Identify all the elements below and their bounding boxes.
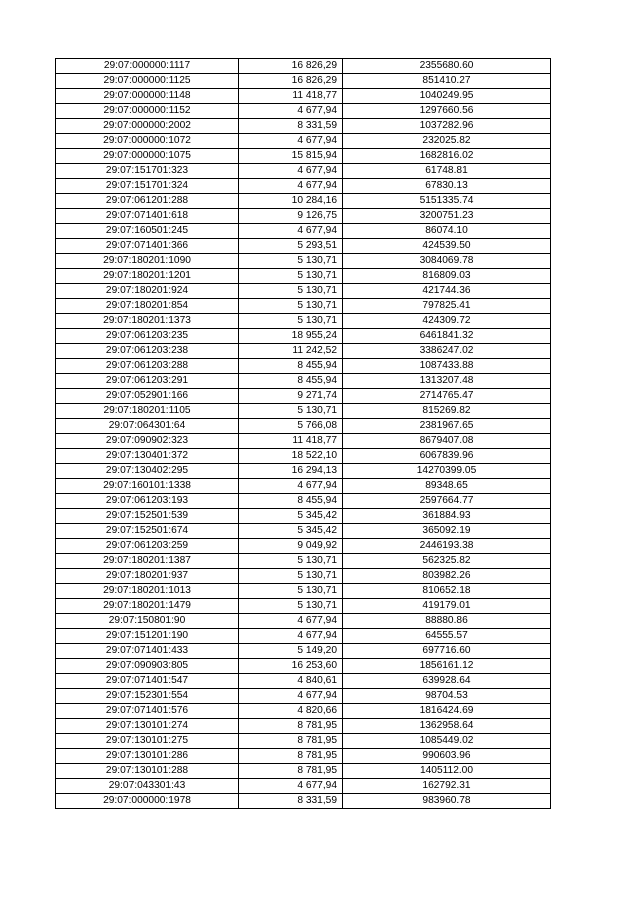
table-row — [56, 794, 551, 809]
area-cell: 5 345,42 — [239, 509, 343, 524]
cadastral-number-cell: 29:07:052901:166 — [56, 389, 239, 404]
table-row — [56, 359, 551, 374]
table-row — [56, 644, 551, 659]
table-row — [56, 149, 551, 164]
value-cell: 990603.96 — [343, 749, 551, 764]
cadastral-number-cell: 29:07:043301:43 — [56, 779, 239, 794]
table-row — [56, 269, 551, 284]
area-cell: 4 677,94 — [239, 104, 343, 119]
table-row — [56, 344, 551, 359]
area-cell: 9 126,75 — [239, 209, 343, 224]
cadastral-number-cell: 29:07:130101:288 — [56, 764, 239, 779]
cadastral-number-cell: 29:07:061203:238 — [56, 344, 239, 359]
area-cell: 8 781,95 — [239, 734, 343, 749]
table-row — [56, 89, 551, 104]
area-cell: 5 130,71 — [239, 599, 343, 614]
area-cell: 5 130,71 — [239, 569, 343, 584]
area-cell: 18 955,24 — [239, 329, 343, 344]
area-cell: 11 242,52 — [239, 344, 343, 359]
area-cell: 5 130,71 — [239, 404, 343, 419]
value-cell: 6461841.32 — [343, 329, 551, 344]
table-row — [56, 614, 551, 629]
table-row — [56, 254, 551, 269]
table-row — [56, 374, 551, 389]
cadastral-number-cell: 29:07:180201:1105 — [56, 404, 239, 419]
area-cell: 8 781,95 — [239, 764, 343, 779]
value-cell: 361884.93 — [343, 509, 551, 524]
value-cell: 562325.82 — [343, 554, 551, 569]
cadastral-number-cell: 29:07:071401:576 — [56, 704, 239, 719]
cadastral-value-table — [55, 58, 551, 809]
cadastral-number-cell: 29:07:151701:323 — [56, 164, 239, 179]
value-cell: 851410.27 — [343, 74, 551, 89]
area-cell: 5 130,71 — [239, 554, 343, 569]
value-cell: 61748.81 — [343, 164, 551, 179]
area-cell: 4 820,66 — [239, 704, 343, 719]
value-cell: 2714765.47 — [343, 389, 551, 404]
area-cell: 5 149,20 — [239, 644, 343, 659]
table-row — [56, 689, 551, 704]
table-row — [56, 239, 551, 254]
table-row — [56, 524, 551, 539]
table-row — [56, 479, 551, 494]
value-cell: 14270399.05 — [343, 464, 551, 479]
value-cell: 1405112.00 — [343, 764, 551, 779]
table-row — [56, 779, 551, 794]
table-row — [56, 464, 551, 479]
value-cell: 88880.86 — [343, 614, 551, 629]
value-cell: 3386247.02 — [343, 344, 551, 359]
area-cell: 8 331,59 — [239, 119, 343, 134]
value-cell: 983960.78 — [343, 794, 551, 809]
area-cell: 11 418,77 — [239, 89, 343, 104]
table-row — [56, 314, 551, 329]
table-row — [56, 449, 551, 464]
cadastral-number-cell: 29:07:180201:1013 — [56, 584, 239, 599]
table-row — [56, 719, 551, 734]
value-cell: 5151335.74 — [343, 194, 551, 209]
cadastral-number-cell: 29:07:090902:323 — [56, 434, 239, 449]
cadastral-number-cell: 29:07:151701:324 — [56, 179, 239, 194]
cadastral-number-cell: 29:07:180201:1479 — [56, 599, 239, 614]
cadastral-number-cell: 29:07:061203:291 — [56, 374, 239, 389]
cadastral-number-cell: 29:07:090903:805 — [56, 659, 239, 674]
area-cell: 5 766,08 — [239, 419, 343, 434]
area-cell: 11 418,77 — [239, 434, 343, 449]
value-cell: 1313207.48 — [343, 374, 551, 389]
area-cell: 5 130,71 — [239, 299, 343, 314]
area-cell: 5 293,51 — [239, 239, 343, 254]
cadastral-number-cell: 29:07:130402:295 — [56, 464, 239, 479]
cadastral-number-cell: 29:07:130101:275 — [56, 734, 239, 749]
value-cell: 697716.60 — [343, 644, 551, 659]
cadastral-number-cell: 29:07:000000:1125 — [56, 74, 239, 89]
cadastral-number-cell: 29:07:160101:1338 — [56, 479, 239, 494]
cadastral-number-cell: 29:07:180201:1201 — [56, 269, 239, 284]
value-cell: 1856161.12 — [343, 659, 551, 674]
value-cell: 1362958.64 — [343, 719, 551, 734]
area-cell: 4 677,94 — [239, 134, 343, 149]
area-cell: 5 130,71 — [239, 584, 343, 599]
value-cell: 1037282.96 — [343, 119, 551, 134]
table-row — [56, 749, 551, 764]
value-cell: 89348.65 — [343, 479, 551, 494]
area-cell: 4 840,61 — [239, 674, 343, 689]
value-cell: 2355680.60 — [343, 59, 551, 74]
table-row — [56, 629, 551, 644]
value-cell: 86074.10 — [343, 224, 551, 239]
table-row — [56, 509, 551, 524]
area-cell: 18 522,10 — [239, 449, 343, 464]
cadastral-number-cell: 29:07:061203:235 — [56, 329, 239, 344]
area-cell: 8 331,59 — [239, 794, 343, 809]
area-cell: 5 130,71 — [239, 269, 343, 284]
cadastral-number-cell: 29:07:071401:547 — [56, 674, 239, 689]
area-cell: 16 826,29 — [239, 74, 343, 89]
area-cell: 4 677,94 — [239, 179, 343, 194]
cadastral-number-cell: 29:07:180201:854 — [56, 299, 239, 314]
value-cell: 2381967.65 — [343, 419, 551, 434]
cadastral-number-cell: 29:07:061203:259 — [56, 539, 239, 554]
cadastral-number-cell: 29:07:180201:1373 — [56, 314, 239, 329]
cadastral-number-cell: 29:07:064301:64 — [56, 419, 239, 434]
table-row — [56, 104, 551, 119]
table-row — [56, 224, 551, 239]
table-row — [56, 539, 551, 554]
value-cell: 810652.18 — [343, 584, 551, 599]
table-row — [56, 764, 551, 779]
value-cell: 1682816.02 — [343, 149, 551, 164]
cadastral-number-cell: 29:07:180201:937 — [56, 569, 239, 584]
value-cell: 3200751.23 — [343, 209, 551, 224]
cadastral-number-cell: 29:07:061201:288 — [56, 194, 239, 209]
area-cell: 10 284,16 — [239, 194, 343, 209]
cadastral-number-cell: 29:07:130101:286 — [56, 749, 239, 764]
value-cell: 797825.41 — [343, 299, 551, 314]
cadastral-number-cell: 29:07:180201:1090 — [56, 254, 239, 269]
cadastral-number-cell: 29:07:150801:90 — [56, 614, 239, 629]
cadastral-number-cell: 29:07:000000:1117 — [56, 59, 239, 74]
value-cell: 64555.57 — [343, 629, 551, 644]
table-row — [56, 119, 551, 134]
area-cell: 15 815,94 — [239, 149, 343, 164]
cadastral-number-cell: 29:07:152301:554 — [56, 689, 239, 704]
table-row — [56, 554, 551, 569]
cadastral-number-cell: 29:07:180201:924 — [56, 284, 239, 299]
cadastral-number-cell: 29:07:000000:1978 — [56, 794, 239, 809]
area-cell: 8 781,95 — [239, 719, 343, 734]
value-cell: 3084069.78 — [343, 254, 551, 269]
value-cell: 424309.72 — [343, 314, 551, 329]
table-row — [56, 74, 551, 89]
value-cell: 424539.50 — [343, 239, 551, 254]
cadastral-number-cell: 29:07:152501:674 — [56, 524, 239, 539]
table-row — [56, 389, 551, 404]
area-cell: 5 130,71 — [239, 254, 343, 269]
value-cell: 1297660.56 — [343, 104, 551, 119]
value-cell: 1087433.88 — [343, 359, 551, 374]
area-cell: 4 677,94 — [239, 479, 343, 494]
cadastral-number-cell: 29:07:000000:1072 — [56, 134, 239, 149]
value-cell: 6067839.96 — [343, 449, 551, 464]
area-cell: 9 049,92 — [239, 539, 343, 554]
table-row — [56, 284, 551, 299]
cadastral-number-cell: 29:07:160501:245 — [56, 224, 239, 239]
cadastral-number-cell: 29:07:000000:2002 — [56, 119, 239, 134]
area-cell: 4 677,94 — [239, 629, 343, 644]
cadastral-number-cell: 29:07:152501:539 — [56, 509, 239, 524]
cadastral-number-cell: 29:07:180201:1387 — [56, 554, 239, 569]
cadastral-number-cell: 29:07:130101:274 — [56, 719, 239, 734]
cadastral-number-cell: 29:07:071401:366 — [56, 239, 239, 254]
cadastral-number-cell: 29:07:151201:190 — [56, 629, 239, 644]
cadastral-number-cell: 29:07:071401:618 — [56, 209, 239, 224]
value-cell: 8679407.08 — [343, 434, 551, 449]
table-row — [56, 434, 551, 449]
value-cell: 816809.03 — [343, 269, 551, 284]
cadastral-number-cell: 29:07:061203:193 — [56, 494, 239, 509]
value-cell: 1085449.02 — [343, 734, 551, 749]
value-cell: 67830.13 — [343, 179, 551, 194]
table-body — [56, 59, 551, 809]
area-cell: 16 294,13 — [239, 464, 343, 479]
cadastral-number-cell: 29:07:130401:372 — [56, 449, 239, 464]
value-cell: 98704.53 — [343, 689, 551, 704]
value-cell: 803982.26 — [343, 569, 551, 584]
area-cell: 16 826,29 — [239, 59, 343, 74]
table-row — [56, 194, 551, 209]
cadastral-number-cell: 29:07:000000:1148 — [56, 89, 239, 104]
cadastral-number-cell: 29:07:061203:288 — [56, 359, 239, 374]
area-cell: 4 677,94 — [239, 689, 343, 704]
table-row — [56, 494, 551, 509]
area-cell: 8 455,94 — [239, 374, 343, 389]
table-row — [56, 209, 551, 224]
area-cell: 5 130,71 — [239, 284, 343, 299]
area-cell: 16 253,60 — [239, 659, 343, 674]
area-cell: 8 455,94 — [239, 359, 343, 374]
cadastral-number-cell: 29:07:071401:433 — [56, 644, 239, 659]
table-row — [56, 599, 551, 614]
cadastral-number-cell: 29:07:000000:1152 — [56, 104, 239, 119]
table-row — [56, 704, 551, 719]
value-cell: 1040249.95 — [343, 89, 551, 104]
table-row — [56, 569, 551, 584]
value-cell: 2597664.77 — [343, 494, 551, 509]
value-cell: 1816424.69 — [343, 704, 551, 719]
value-cell: 421744.36 — [343, 284, 551, 299]
table-row — [56, 659, 551, 674]
value-cell: 419179.01 — [343, 599, 551, 614]
area-cell: 4 677,94 — [239, 614, 343, 629]
value-cell: 639928.64 — [343, 674, 551, 689]
table-row — [56, 299, 551, 314]
value-cell: 365092.19 — [343, 524, 551, 539]
table-row — [56, 404, 551, 419]
area-cell: 4 677,94 — [239, 164, 343, 179]
area-cell: 8 455,94 — [239, 494, 343, 509]
table-row — [56, 59, 551, 74]
value-cell: 162792.31 — [343, 779, 551, 794]
table-row — [56, 674, 551, 689]
area-cell: 5 130,71 — [239, 314, 343, 329]
table-row — [56, 134, 551, 149]
value-cell: 232025.82 — [343, 134, 551, 149]
area-cell: 9 271,74 — [239, 389, 343, 404]
table-row — [56, 329, 551, 344]
table-row — [56, 179, 551, 194]
table-row — [56, 164, 551, 179]
value-cell: 2446193.38 — [343, 539, 551, 554]
area-cell: 4 677,94 — [239, 779, 343, 794]
cadastral-number-cell: 29:07:000000:1075 — [56, 149, 239, 164]
value-cell: 815269.82 — [343, 404, 551, 419]
area-cell: 8 781,95 — [239, 749, 343, 764]
table-row — [56, 734, 551, 749]
table-row — [56, 419, 551, 434]
table-row — [56, 584, 551, 599]
area-cell: 5 345,42 — [239, 524, 343, 539]
area-cell: 4 677,94 — [239, 224, 343, 239]
